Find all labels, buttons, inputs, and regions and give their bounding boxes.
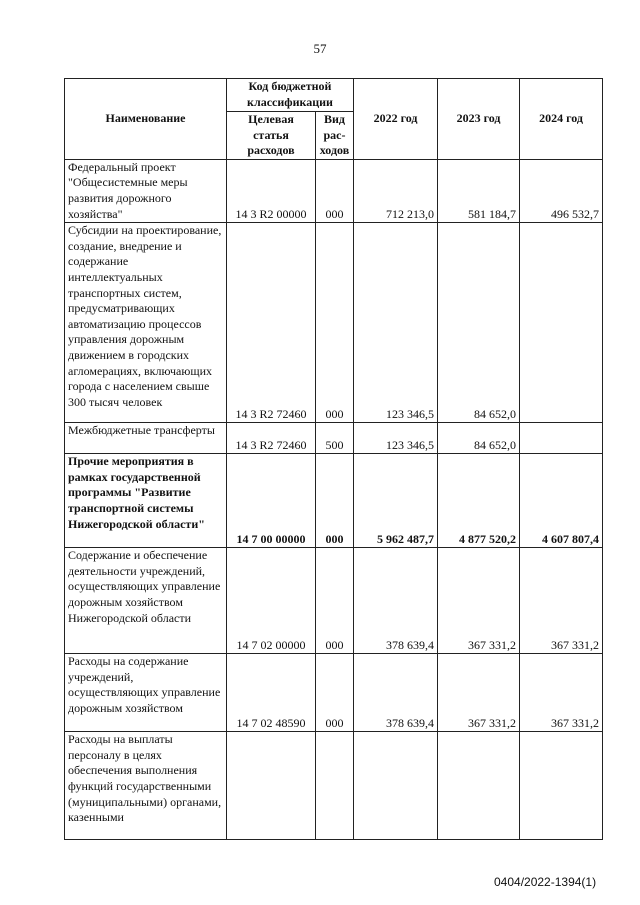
table-row: [65, 732, 603, 840]
row-code: 14 3 R2 72460: [227, 423, 316, 454]
row-2024: [520, 223, 603, 423]
row-2022: 5 962 487,7: [354, 454, 438, 548]
row-2022: 378 639,4: [354, 548, 438, 654]
row-code: 14 7 00 00000: [227, 454, 316, 548]
row-2023: 84 652,0: [438, 223, 520, 423]
row-2024: 4 607 807,4: [520, 454, 603, 548]
table-row: [65, 454, 603, 548]
header-name: Наименование: [65, 79, 227, 160]
row-2023: 367 331,2: [438, 548, 520, 654]
row-name: Прочие мероприятия в рамках государственной программы "Развитие транспортной системы Нижегородской области": [65, 454, 227, 548]
row-2022: 123 346,5: [354, 423, 438, 454]
row-2022: [354, 732, 438, 840]
row-code: [227, 732, 316, 840]
row-type: 000: [316, 159, 354, 222]
table-row: [65, 223, 603, 423]
row-type: 500: [316, 423, 354, 454]
row-name: Межбюджетные трансферты: [65, 423, 227, 454]
row-name: Федеральный проект "Общесистемные меры развития дорожного хозяйства": [65, 159, 227, 222]
row-2023: 581 184,7: [438, 159, 520, 222]
row-type: 000: [316, 454, 354, 548]
budget-table: [64, 78, 603, 840]
table-row: [65, 159, 603, 222]
row-code: 14 3 R2 72460: [227, 223, 316, 423]
row-code: 14 3 R2 00000: [227, 159, 316, 222]
row-type: 000: [316, 548, 354, 654]
row-2023: 84 652,0: [438, 423, 520, 454]
row-2022: 378 639,4: [354, 654, 438, 732]
row-type: 000: [316, 654, 354, 732]
header-year-2022: 2022 год: [354, 79, 438, 160]
table-row: [65, 654, 603, 732]
row-2024: [520, 732, 603, 840]
row-name: Содержание и обеспечение деятельности учреждений, осуществляющих управление дорожным хозяйством Нижегородской области: [65, 548, 227, 654]
document-code: 0404/2022-1394(1): [494, 875, 597, 889]
page-number: 57: [313, 41, 327, 56]
row-2023: 4 877 520,2: [438, 454, 520, 548]
row-2024: 496 532,7: [520, 159, 603, 222]
row-2024: 367 331,2: [520, 548, 603, 654]
row-code: 14 7 02 00000: [227, 548, 316, 654]
header-code-group: Код бюджетной классификации: [227, 79, 354, 112]
header-year-2023: 2023 год: [438, 79, 520, 160]
header-expense-type: Вид рас-ходов: [316, 112, 354, 160]
row-2024: 367 331,2: [520, 654, 603, 732]
row-2024: [520, 423, 603, 454]
row-code: 14 7 02 48590: [227, 654, 316, 732]
row-2022: 712 213,0: [354, 159, 438, 222]
row-name: Расходы на содержание учреждений, осуществляющих управление дорожным хозяйством: [65, 654, 227, 732]
header-year-2024: 2024 год: [520, 79, 603, 160]
row-name: Субсидии на проектирование, создание, внедрение и содержание интеллектуальных транспортных систем, предусматривающих автоматизацию процессов управления дорожным движением в городских агломерациях, включающих города с населением свыше 300 тысяч человек: [65, 223, 227, 423]
row-2023: 367 331,2: [438, 654, 520, 732]
row-name: Расходы на выплаты персоналу в целях обеспечения выполнения функций государственными (муниципальными) органами, казенными: [65, 732, 227, 840]
row-type: 000: [316, 223, 354, 423]
table-row: [65, 423, 603, 454]
header-target-article: Целевая статья расходов: [227, 112, 316, 160]
row-type: [316, 732, 354, 840]
table-row: [65, 548, 603, 654]
row-2022: 123 346,5: [354, 223, 438, 423]
row-2023: [438, 732, 520, 840]
